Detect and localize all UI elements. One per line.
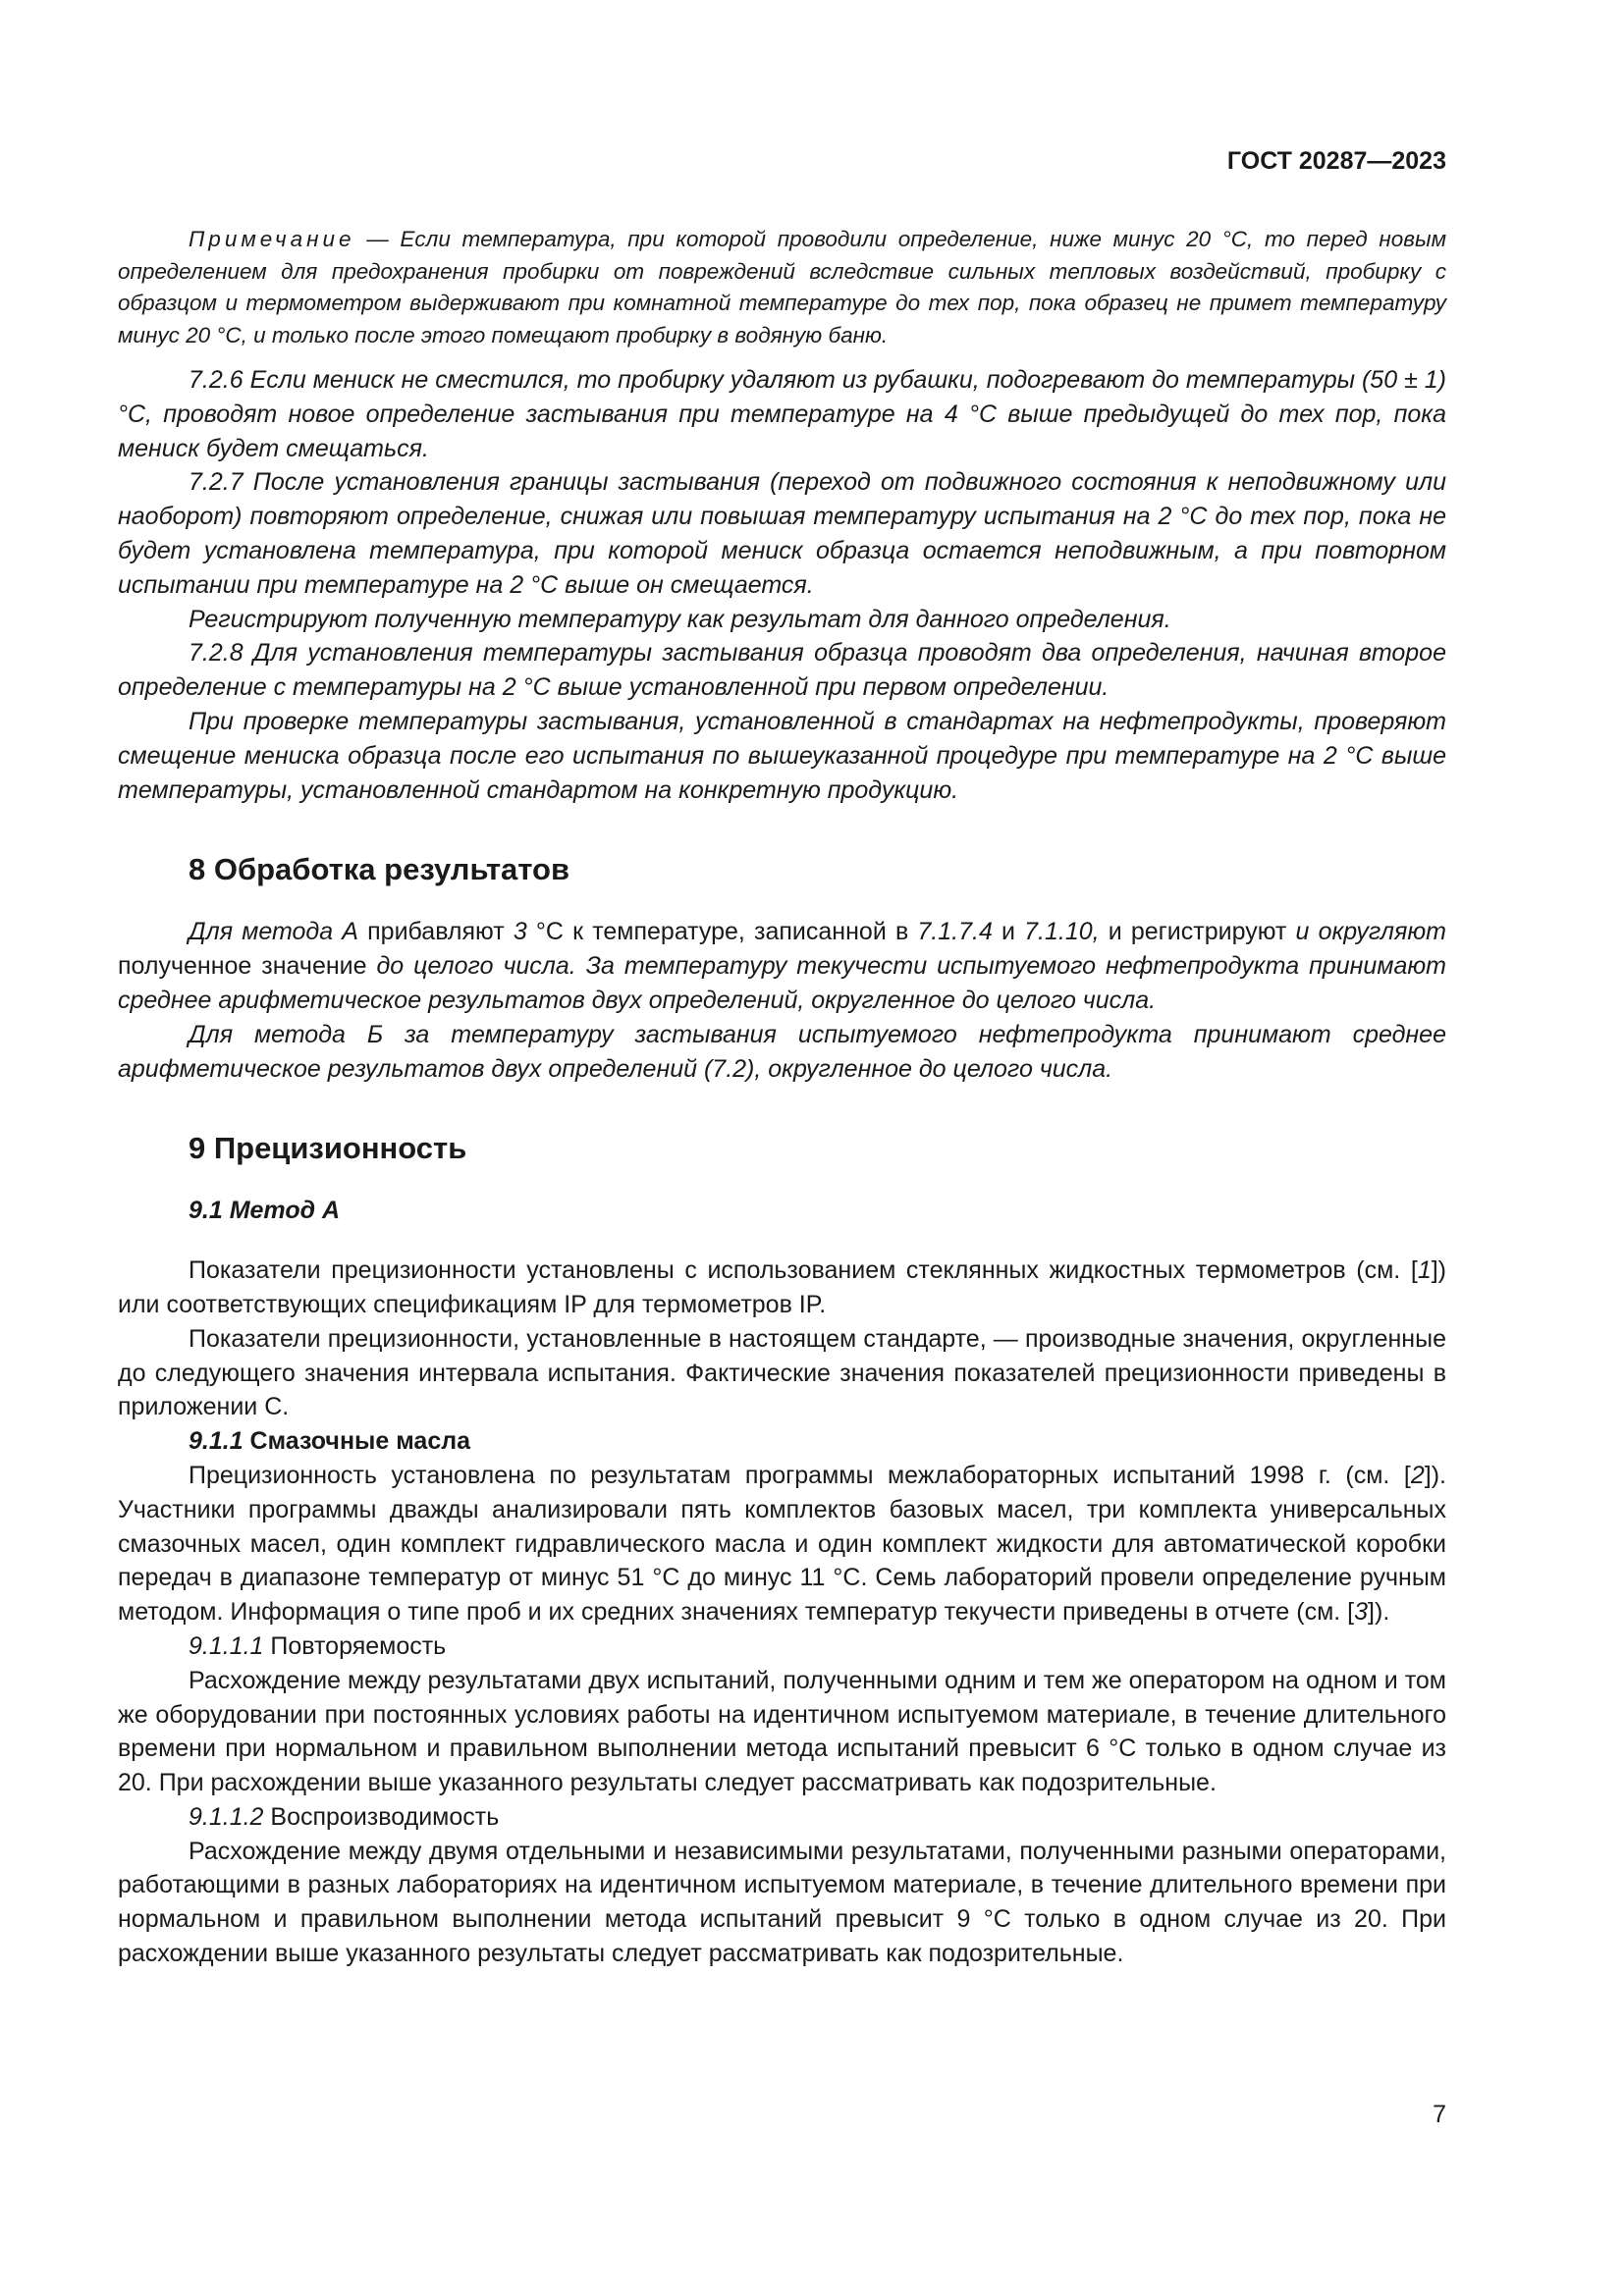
section-9-1-paragraph-1: Показатели прецизионности установлены с использованием стеклянных жидкостных термометров (см. [1]) или соответствующих спецификациям IP для термометров IP. bbox=[118, 1256, 1446, 1318]
section-8-paragraph-2: Для метода Б за температуру застывания испытуемого нефтепродукта принимают среднее арифметическое результатов двух определений (7.2), округленное до целого числа. bbox=[118, 1020, 1446, 1083]
page-content bbox=[118, 224, 1446, 1971]
section-9-1-1-paragraph: Прецизионность установлена по результатам программы межлабораторных испытаний 1998 г. (см. [2]). Участники программы дважды анализировали пять комплектов базовых масел, три комплекта универсальных смазочных масел, один комплект гидравлического масла и один комплект жидкости для автоматической коробки передач в диапазоне температур от минус 51 °С до минус 11 °С. Семь лабораторий провели определение ручным методом. Информация о типе проб и их средних значениях температур текучести приведены в отчете (см. [3]). bbox=[118, 1461, 1446, 1627]
section-9-1-paragraph-2: Показатели прецизионности, установленные в настоящем стандарте, — производные значения, округленные до следующего значения интервала испытания. Фактические значения показателей прецизионности приведены в приложении С. bbox=[118, 1324, 1446, 1421]
note-text: — Если температура, при которой проводили определение, ниже минус 20 °С, то перед новым определением для предохранения пробирки от повреждений вследствие сильных тепловых воздействий, пробирку с образцом и термометром выдерживают при комнатной температуре до тех пор, пока образец не примет температуру минус 20 °С, и только после этого помещают пробирку в водяную баню. bbox=[118, 227, 1446, 347]
subsection-9-1-heading: 9.1 Метод А bbox=[189, 1197, 341, 1225]
reproducibility-paragraph: Расхождение между двумя отдельными и независимыми результатами, полученными разными операторами, работающими в разных лабораториях на идентичном испытуемом материале, в течение длительного времени при нормальном и правильном выполнении метода испытаний превысит 9 °С только в одном случае из 20. При расхождении выше указанного результаты следует рассматривать как подозрительные. bbox=[118, 1837, 1446, 1968]
page-number: 7 bbox=[1433, 2101, 1446, 2128]
section-8-paragraph-1: Для метода А прибавляют 3 °С к температуре, записанной в 7.1.7.4 и 7.1.10, и регистрируют и округляют полученное значение до целого числа. За температуру текучести испытуемого нефтепродукта принимают среднее арифметическое результатов двух определений, округленное до целого числа. bbox=[118, 918, 1446, 1014]
note-paragraph bbox=[118, 224, 1446, 351]
subsection-9-1-1-heading: 9.1.1 Смазочные масла bbox=[189, 1427, 471, 1456]
standard-id: ГОСТ 20287—2023 bbox=[1226, 147, 1446, 175]
repeatability-paragraph: Расхождение между результатами двух испытаний, полученными одним и тем же оператором на одном и том же оборудовании при постоянных условиях работы на идентичном испытуемом материале, в течение длительного времени при нормальном и правильном выполнении метода испытаний превысит 6 °С только в одном случае из 20. При расхождении выше указанного результаты следует рассматривать как подозрительные. bbox=[118, 1666, 1446, 1797]
section-8-heading: 8 Обработка результатов bbox=[189, 852, 570, 887]
clause-7-2-7-result: Регистрируют полученную температуру как результат для данного определения. bbox=[189, 605, 1171, 633]
subsection-9-1-1-1-heading: 9.1.1.1 Повторяемость bbox=[189, 1631, 447, 1660]
clause-7-2-7: 7.2.7 После установления границы застывания (переход от подвижного состояния к неподвижному или наоборот) повторяют определение, снижая или повышая температуру испытания на 2 °С до тех пор, пока не будет установлена температура, при которой мениск образца остается неподвижным, а при повторном испытании при температуре на 2 °С выше он смещается. bbox=[118, 468, 1446, 599]
note-label: Примечание bbox=[189, 227, 355, 251]
section-9-heading: 9 Прецизионность bbox=[189, 1131, 467, 1166]
clause-7-2-6: 7.2.6 Если мениск не сместился, то пробирку удаляют из рубашки, подогревают до температуры (50 ± 1) °С, проводят новое определение застывания при температуре на 4 °С выше предыдущей до тех пор, пока мениск будет смещаться. bbox=[118, 366, 1446, 462]
clause-7-2-8-check: При проверке температуры застывания, установленной в стандартах на нефтепродукты, проверяют смещение мениска образца после его испытания по вышеуказанной процедуре при температуре на 2 °С выше температуры, установленной стандартом на конкретную продукцию. bbox=[118, 707, 1446, 804]
clause-7-2-8: 7.2.8 Для установления температуры застывания образца проводят два определения, начиная второе определение с температуры на 2 °С выше установленной при первом определении. bbox=[118, 639, 1446, 702]
subsection-9-1-1-2-heading: 9.1.1.2 Воспроизводимость bbox=[189, 1802, 500, 1831]
